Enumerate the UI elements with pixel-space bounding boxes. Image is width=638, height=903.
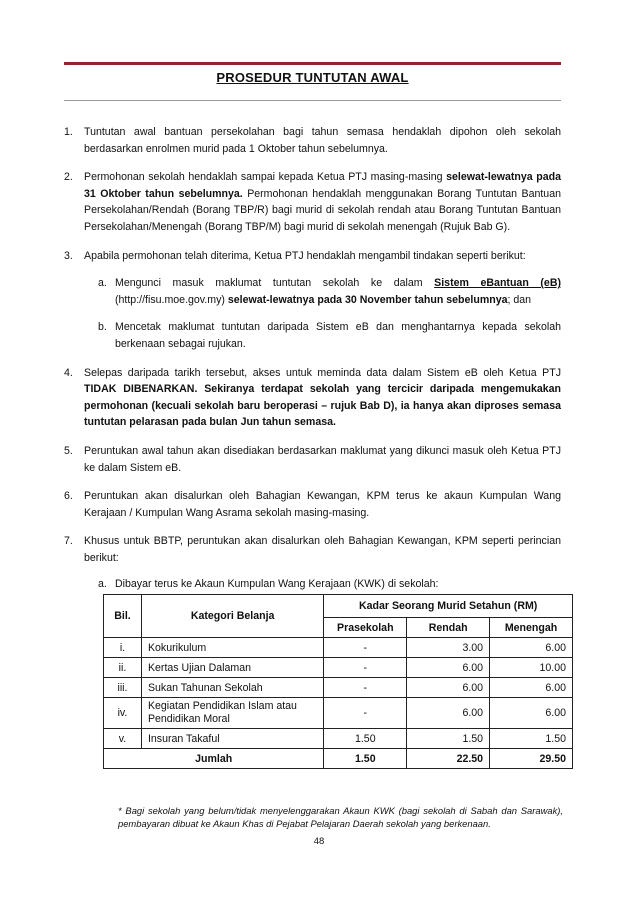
list-item-4: [64, 365, 561, 431]
total-prasekolah: 1.50: [324, 749, 407, 769]
item-number: 1.: [64, 126, 73, 138]
item-number: 2.: [64, 171, 73, 184]
table-row: [104, 658, 573, 678]
item-number: 5.: [64, 444, 73, 457]
item-text-part: Selepas daripada tarikh tersebut, akses untuk meminda data dalam Sistem eB oleh Ketua PTJ: [84, 366, 561, 379]
header-menengah: Menengah: [490, 618, 573, 638]
sub-item-letter: a.: [98, 277, 107, 290]
header-rule-top: [64, 62, 561, 65]
sub-item-text-part: ; dan: [507, 293, 532, 306]
ebantuan-system-name: Sistem eBantuan (eB): [434, 277, 561, 290]
total-menengah: 29.50: [490, 749, 573, 769]
sub-item-b: [98, 319, 561, 352]
sub-item-text-part: Mengunci masuk maklumat tuntutan sekolah ke dalam: [115, 277, 435, 290]
item-number: 3.: [64, 249, 73, 262]
cell-menengah: 6.00: [490, 698, 573, 729]
table-total-row: [104, 749, 573, 769]
sub-item-text: [115, 275, 561, 308]
sub-item-text-part: (http://fisu.moe.gov.my): [115, 293, 228, 306]
cell-rendah: 6.00: [407, 658, 490, 678]
table-row: [104, 698, 573, 729]
header-bil: Bil.: [104, 595, 142, 638]
item-text: Peruntukan awal tahun akan disediakan berdasarkan maklumat yang dikunci masuk oleh Ketua PTJ ke dalam Sistem eB.: [84, 444, 561, 474]
cell-rendah: 6.00: [407, 698, 490, 729]
item-body: [84, 248, 561, 353]
header-rendah: Rendah: [407, 618, 490, 638]
list-item-5: [64, 443, 561, 476]
cell-kategori: Kegiatan Pendidikan Islam atau Pendidikan Moral: [141, 698, 323, 729]
cell-menengah: 6.00: [490, 678, 573, 698]
item-text-part: Permohonan hendaklah menggunakan Borang Tuntutan Bantuan Persekolahan/Rendah (Borang TBP/R) bagi murid di sekolah rendah atau Borang Tuntutan Bantuan Persekolahan/Menengah (Borang TBP/M) bagi murid di sekolah menengah (Rujuk Bab G).: [84, 187, 561, 233]
list-item-7: [64, 533, 561, 566]
item-number: 4.: [64, 366, 73, 379]
cell-rendah: 6.00: [407, 678, 490, 698]
sub-item-letter: a.: [98, 578, 107, 591]
cell-kategori: Kokurikulum: [141, 638, 323, 658]
table-row: [104, 678, 573, 698]
table-row: [104, 729, 573, 749]
sub-item-text-bold: selewat-lewatnya pada 30 November tahun sebelumnya: [227, 293, 508, 306]
cell-rendah: 3.00: [407, 638, 490, 658]
item-number: 6.: [64, 490, 73, 503]
header-prasekolah: Prasekolah: [324, 618, 407, 638]
item-text-part: Permohonan sekolah hendaklah sampai kepada Ketua PTJ masing-masing: [84, 171, 447, 184]
item-text: [84, 365, 561, 431]
page-number: 48: [313, 836, 325, 847]
item-text: Khusus untuk BBTP, peruntukan akan disalurkan oleh Bahagian Kewangan, KPM seperti perincian berikut:: [84, 535, 561, 564]
list-item-1: [64, 124, 561, 157]
item-text: Apabila permohonan telah diterima, Ketua PTJ hendaklah mengambil tindakan seperti berikut:: [84, 249, 526, 262]
footnote: * Bagi sekolah yang belum/tidak menyelenggarakan Akaun KWK (bagi sekolah di Sabah dan Sarawak), pembayaran dibuat ke Akaun Khas di Pejabat Pelajaran Daerah sekolah yang berkenaan.: [118, 805, 563, 829]
cell-prasekolah: -: [324, 658, 407, 678]
cell-bil: iv.: [104, 698, 142, 729]
cell-bil: i.: [104, 638, 142, 658]
total-label: Jumlah: [104, 749, 324, 769]
cell-bil: v.: [104, 729, 142, 749]
item-number: 7.: [64, 535, 73, 548]
cell-prasekolah: -: [324, 638, 407, 658]
item-text: Peruntukan akan disalurkan oleh Bahagian Kewangan, KPM terus ke akaun Kumpulan Wang Kerajaan / Kumpulan Wang Asrama sekolah masing-masing.: [84, 490, 561, 519]
procedure-list: [64, 124, 561, 605]
list-item-3: [64, 248, 561, 353]
sub-item-text: Dibayar terus ke Akaun Kumpulan Wang Kerajaan (KWK) di sekolah:: [115, 578, 439, 591]
cell-kategori: Insuran Takaful: [141, 729, 323, 749]
cell-menengah: 1.50: [490, 729, 573, 749]
total-rendah: 22.50: [407, 749, 490, 769]
list-item-6: [64, 488, 561, 521]
cell-menengah: 10.00: [490, 658, 573, 678]
sub-item-letter: b.: [98, 321, 107, 334]
header-rule-bottom: [64, 100, 561, 101]
cell-kategori: Sukan Tahunan Sekolah: [141, 678, 323, 698]
item-text-bold: TIDAK DIBENARKAN. Sekiranya terdapat sekolah yang tercicir daripada mengemukakan permohonan (kecuali sekolah baru beroperasi – rujuk Bab D), ia hanya akan diproses semasa tuntutan pelarasan pada bulan Jun tahun semasa.: [84, 383, 561, 429]
cell-prasekolah: -: [324, 698, 407, 729]
list-item-2: [64, 169, 561, 235]
item-text: [84, 169, 561, 235]
cell-prasekolah: -: [324, 678, 407, 698]
rates-table: [103, 594, 573, 769]
header-kadar: Kadar Seorang Murid Setahun (RM): [324, 595, 573, 618]
sub-item-a: [98, 275, 561, 308]
table-row: [104, 638, 573, 658]
cell-prasekolah: 1.50: [324, 729, 407, 749]
cell-rendah: 1.50: [407, 729, 490, 749]
item-text: Tuntutan awal bantuan persekolahan bagi tahun semasa hendaklah dipohon oleh sekolah berdasarkan enrolmen murid pada 1 Oktober tahun sebelumnya.: [84, 126, 561, 155]
header-kategori: Kategori Belanja: [141, 595, 323, 638]
cell-bil: iii.: [104, 678, 142, 698]
page-title: PROSEDUR TUNTUTAN AWAL: [216, 70, 409, 85]
sub-item-text: Mencetak maklumat tuntutan daripada Sistem eB dan menghantarnya kepada sekolah berkenaan sebagai rujukan.: [115, 321, 561, 350]
cell-menengah: 6.00: [490, 638, 573, 658]
item-text-bold: selewat-lewatnya pada 31 Oktober tahun sebelumnya.: [84, 171, 561, 200]
cell-kategori: Kertas Ujian Dalaman: [141, 658, 323, 678]
cell-bil: ii.: [104, 658, 142, 678]
sub-item-7a: [98, 576, 561, 593]
